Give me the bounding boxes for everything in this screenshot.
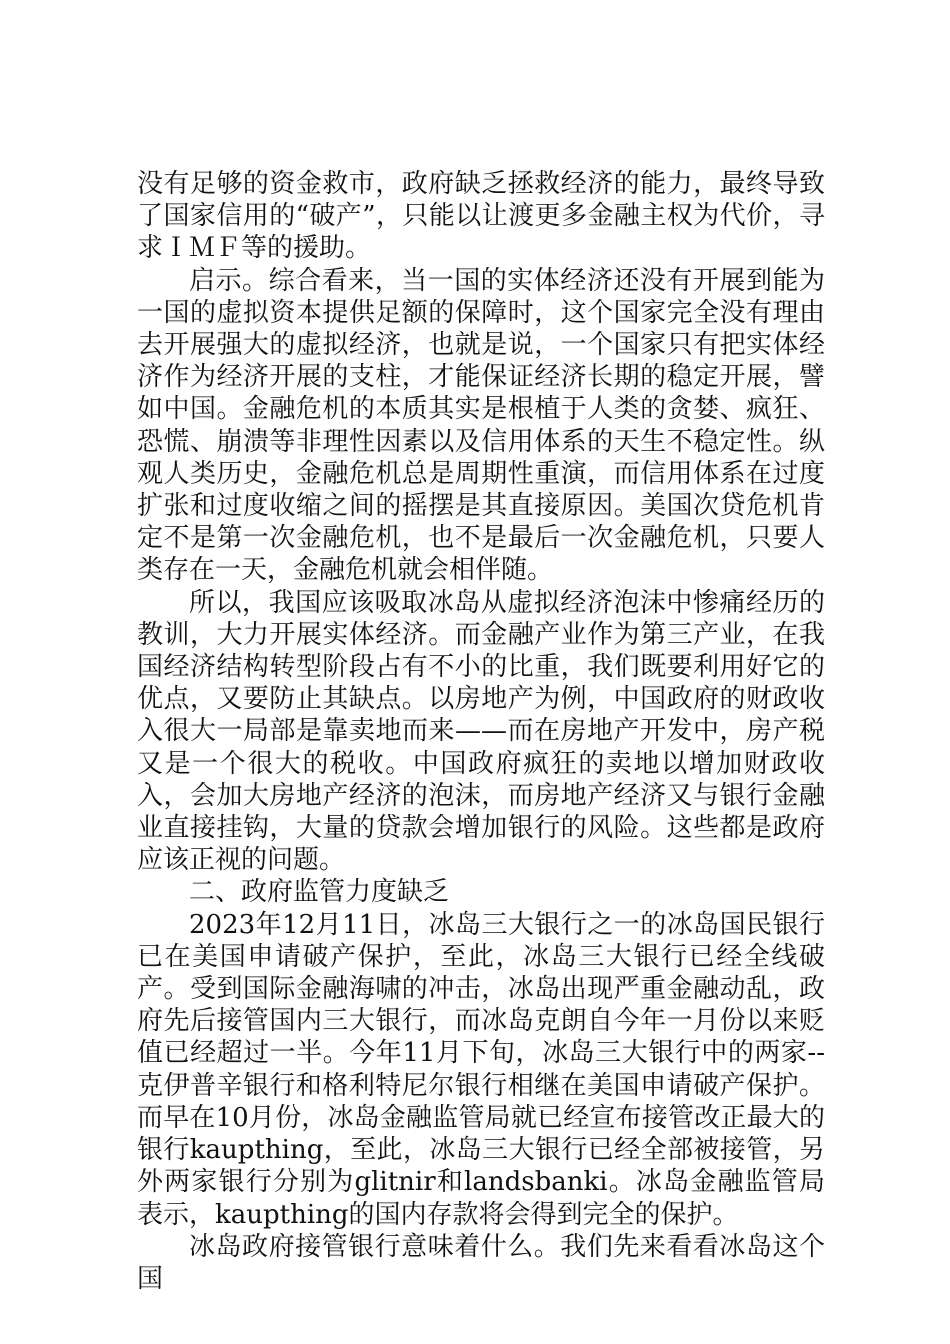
document-body	[137, 168, 825, 1295]
paragraph-bank-bankruptcy: 2023年12月11日，冰岛三大银行之一的冰岛国民银行已在美国申请破产保护，至此，冰岛三大银行已经全线破产。受到国际金融海啸的冲击，冰岛出现严重金融动乱，政府先后接管国内三大银行，而冰岛克朗自今年一月份以来贬值已经超过一半。今年11月下旬，冰岛三大银行中的两家--克伊普辛银行和格利特尼尔银行相继在美国申请破产保护。而早在10月份，冰岛金融监管局就已经宣布接管改正最大的银行kaupthing，至此，冰岛三大银行已经全部被接管，另外两家银行分别为glitnir和landsbanki。冰岛金融监管局表示，kaupthing的国内存款将会得到完全的保护。	[137, 909, 825, 1230]
section-heading-regulation: 二、政府监管力度缺乏	[189, 877, 450, 908]
paragraph-continuation: 没有足够的资金救市，政府缺乏拯救经济的能力，最终导致了国家信用的“破产”，只能以让渡更多金融主权为代价，寻求ＩＭＦ等的援助。	[137, 169, 825, 264]
paragraph-lessons: 所以，我国应该吸取冰岛从虚拟经济泡沫中惨痛经历的教训，大力开展实体经济。而金融产业作为第三产业，在我国经济结构转型阶段占有不小的比重，我们既要利用好它的优点，又要防止其缺点。以房地产为例，中国政府的财政收入很大一局部是靠卖地而来——而在房地产开发中，房产税又是一个很大的税收。中国政府疯狂的卖地以增加财政收入，会加大房地产经济的泡沫，而房地产经济又与银行金融业直接挂钩，大量的贷款会增加银行的风险。这些都是政府应该正视的问题。	[137, 587, 825, 876]
paragraph-government-takeover: 冰岛政府接管银行意味着什么。我们先来看看冰岛这个国	[137, 1231, 825, 1294]
paragraph-revelation: 启示。综合看来，当一国的实体经济还没有开展到能为一国的虚拟资本提供足额的保障时，这个国家完全没有理由去开展强大的虚拟经济，也就是说，一个国家只有把实体经济作为经济开展的支柱，才能保证经济长期的稳定开展，譬如中国。金融危机的本质其实是根植于人类的贪婪、疯狂、恐慌、崩溃等非理性因素以及信用体系的天生不稳定性。纵观人类历史，金融危机总是周期性重演，而信用体系在过度扩张和过度收缩之间的摇摆是其直接原因。美国次贷危机肯定不是第一次金融危机，也不是最后一次金融危机，只要人类存在一天，金融危机就会相伴随。	[137, 265, 825, 586]
